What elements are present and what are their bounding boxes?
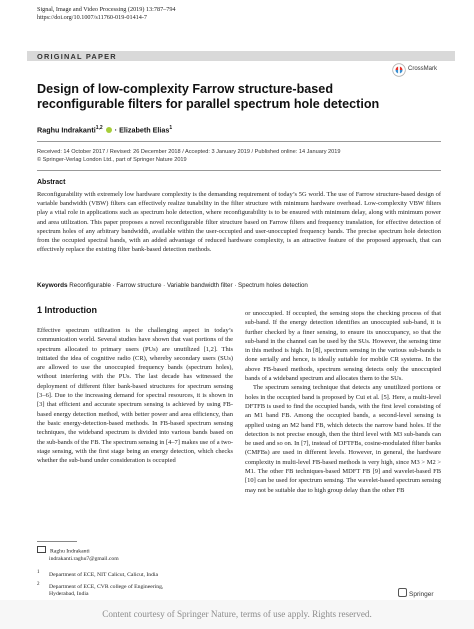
corresponding-email[interactable]: indrakanti.raghu7@gmail.com	[49, 555, 119, 562]
left-column	[37, 326, 233, 465]
affiliation-text: Department of ECE, NIT Calicut, Calicut, India	[49, 571, 159, 578]
affiliation-text: Department of ECE, CVR college of Engineering,	[49, 583, 164, 590]
affiliation-1	[37, 569, 158, 579]
crossmark-icon	[392, 63, 406, 77]
paragraph: The spectrum sensing technique that detects any unutilized portions or holes in the occupied band is proposed by Cui et al. [5]. Here, a multi-level DFTFB is used to find the occupied bands, with the first level consisting of an M1 band FB. Among the occupied bands, a second-level sensing is applied using an M2 band FB, which detects the narrow band holes. If the detection is not precise enough, then the third level with M3 sub-bands can be used and so on. In [7], instead of DFTFBs, cosine-modulated filter banks (CMFBs) are used in different levels. However, in general, the hardware complexity in multi-level FB-based methods is very high, since M3 > M2 > M1. The other FB techniques-based MDFT FB [9] and wavelet-based FB [10] can be used for spectrum sensing. The wavelet-based spectrum sensing may not be suitable due to high group delay than the other FB	[245, 384, 441, 494]
keywords-list: Reconfigurable · Farrow structure · Variable bandwidth filter · Spectrum holes detection	[69, 282, 308, 289]
corresponding-author	[37, 546, 119, 563]
publisher-name: Springer	[409, 591, 434, 598]
right-column	[245, 309, 441, 495]
article-type-label: ORIGINAL PAPER	[37, 52, 117, 61]
orcid-icon[interactable]	[106, 127, 112, 133]
author-affiliation-sup: 1	[169, 125, 173, 131]
publisher-logo	[398, 588, 434, 598]
affiliation-text: Hyderabad, India	[49, 591, 89, 598]
journal-header	[37, 6, 176, 22]
article-title: Design of low-complexity Farrow structure-based reconfigurable filters for parallel spectrum hole detection	[37, 82, 380, 111]
crossmark-label: CrossMark	[408, 66, 438, 72]
divider	[37, 141, 441, 142]
crossmark-badge[interactable]	[392, 63, 442, 77]
author-separator: ·	[112, 125, 120, 135]
springer-horse-icon	[398, 588, 407, 597]
affiliation-2	[37, 581, 163, 598]
page-footer: Content courtesy of Springer Nature, terms of use apply. Rights reserved.	[0, 600, 474, 629]
keywords	[37, 282, 308, 289]
article-history	[37, 148, 341, 164]
author-name[interactable]: Raghu Indrakanti	[37, 125, 96, 135]
footnote-rule	[37, 541, 77, 542]
paragraph: or unoccupied. If occupied, the sensing stops the checking process of that sub-band. If the energy detection identifies an unoccupied sub-band, it is further checked by a finer sensing, to ensure its unoccupancy, so that the sub-band in the channel can be used by the SUs. However, the sensing time in this method is high. In [8], spectrum sensing in the various sub-bands is done serially and hence, is ideally suitable for mobile CR systems. In the above FB-based methods, spectrum sensing detects only the unoccupied bands of a wideband spectrum and allocates them to the SUs.	[245, 310, 441, 383]
abstract-heading: Abstract	[37, 179, 66, 186]
keywords-heading: Keywords	[37, 282, 68, 289]
section-title: 1 Introduction	[37, 305, 97, 315]
corresponding-name: Raghu Indrakanti	[50, 548, 90, 555]
author-name[interactable]: Elizabeth Elias	[119, 125, 170, 135]
footnote-number: 1	[37, 570, 40, 575]
footnote-number: 2	[37, 582, 40, 587]
envelope-icon	[37, 546, 46, 553]
author-list	[37, 125, 172, 134]
journal-citation: Signal, Image and Video Processing (2019) 13:787–794	[37, 6, 176, 13]
abstract-text: Reconfigurability with extremely low hardware complexity is the demanding requirement of today’s 5G world. The use of Farrow structure-based design of variable bandwidth (VBW) filters can effectively realize tunability in the filter structure with minimum hardware overhead. Low-complexity VBW filters play a vital role in applications such as spectrum hole detection, where reconfigurability is to be ensured with minimum delay, along with minimum power and area utilization. This paper proposes a novel reconfigurable filter structure based on Farrow filters and frequency translation, for effective detection of spectrum holes of any arbitrary bandwidth, available within the user-occupied and user-unoccupied frequency bands. The precise spectrum hole detection from the occupied spectral bands, with an added advantage of reduced hardware complexity, is an attractive feature of the proposed approach, that can effectively replace the existing filter bank-based detection methods.	[37, 191, 441, 254]
author-affiliation-sup: 1,2	[95, 125, 103, 131]
divider	[37, 170, 441, 171]
doi-link[interactable]: https://doi.org/10.1007/s11760-019-01414-7	[37, 14, 147, 21]
paragraph: Effective spectrum utilization is the challenging aspect in today’s communication world. Several studies have shown that vast portions of the spectrum allocated to primary users (PUs) are unutilized [1,2]. This initiated the idea of cognitive radio (CR), whereby secondary users (SUs) are allowed to use the unoccupied frequency bands (spectrum holes), without interfering with the PUs. The last decade has witnessed the deployment of different filter bank-based structures for spectrum sensing [3–6]. Due to the increasing demand for spectral resources, it is shown in [3] that efficient and accurate spectrum sensing is achieved by using FB-based energy detection method, with better power and area efficiency, than the basic energy-detection-based methods. In FB-based spectrum sensing techniques, the wideband spectrum is divided into various bands based on the sub-bands of the FB. The spectrum sensing in [4–7] makes use of a two-stage sensing, with the first stage being an energy detection, which checks whether the sub-band under consideration is occupied	[37, 327, 234, 465]
copyright-line: © Springer-Verlag London Ltd., part of Springer Nature 2019	[37, 157, 187, 163]
history-dates: Received: 14 October 2017 / Revised: 26 December 2018 / Accepted: 3 January 2019 / Published online: 14 January 2019	[37, 149, 341, 155]
